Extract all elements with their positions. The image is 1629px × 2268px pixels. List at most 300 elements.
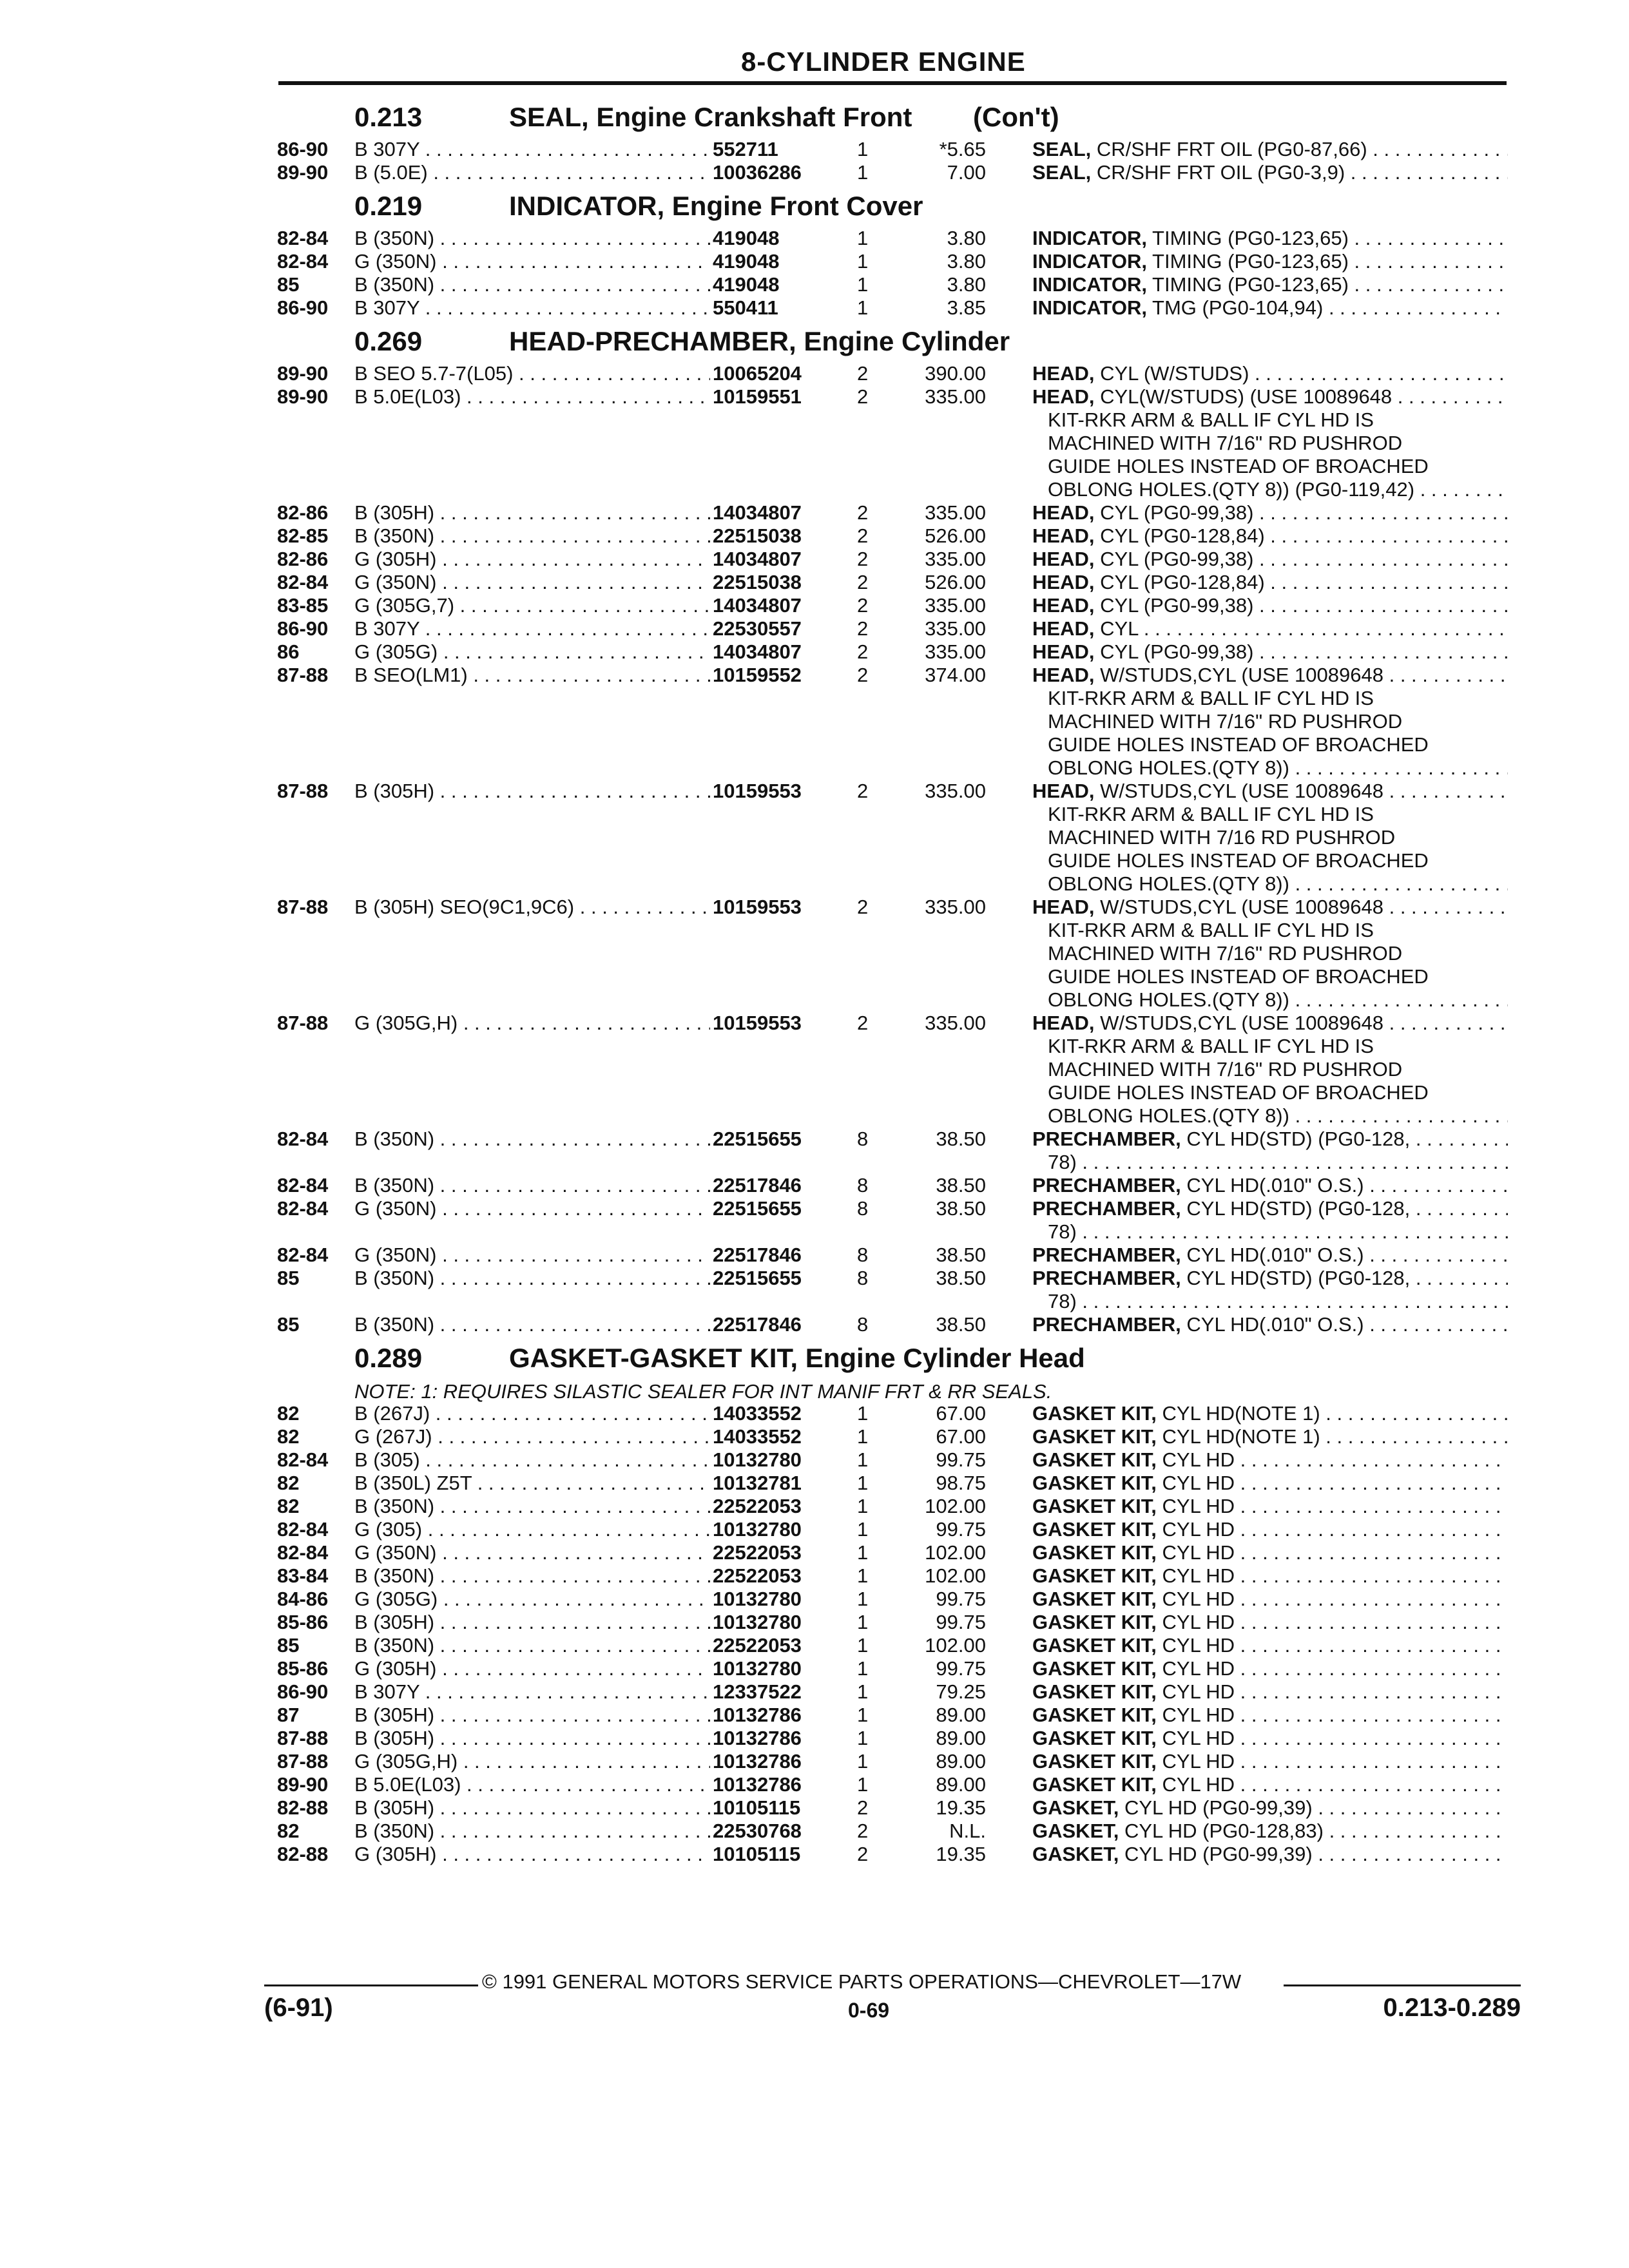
part-row xyxy=(277,1727,1508,1750)
application: B (305H) SEO(9C1,9C6) . . . xyxy=(354,896,710,919)
section-header xyxy=(277,95,1508,138)
model-years: 87-88 xyxy=(277,1727,329,1749)
price: 99.75 xyxy=(936,1657,986,1680)
quantity: 2 xyxy=(857,385,869,408)
application: G (350N) . . . xyxy=(354,571,710,594)
description-continuation xyxy=(277,988,1508,1012)
application: B (350N) . . . xyxy=(354,1313,710,1336)
continuation-text: KIT-RKR ARM & BALL IF CYL HD IS xyxy=(1048,1035,1374,1057)
description xyxy=(1032,1634,1508,1657)
model-years: 82-84 xyxy=(277,1128,329,1150)
description-continuation xyxy=(277,849,1508,872)
description-text: CYL (PG0-128,84) xyxy=(1094,524,1265,547)
quantity: 1 xyxy=(857,1727,869,1749)
continuation-text: GUIDE HOLES INSTEAD OF BROACHED xyxy=(1048,849,1429,872)
part-number: 552711 xyxy=(713,138,778,160)
model-years: 82-88 xyxy=(277,1843,329,1865)
quantity: 1 xyxy=(857,1425,869,1448)
part-number: 419048 xyxy=(713,273,780,296)
description xyxy=(1032,896,1508,919)
description xyxy=(1032,664,1508,687)
description-keyword: GASKET KIT, xyxy=(1032,1657,1157,1680)
description-text: CYL HD xyxy=(1156,1773,1235,1796)
price: 335.00 xyxy=(925,640,986,663)
part-row xyxy=(277,1174,1508,1197)
model-years: 82 xyxy=(277,1820,300,1842)
quantity: 2 xyxy=(857,1843,869,1865)
application: B (305H) . . . xyxy=(354,1796,710,1820)
part-number: 22517846 xyxy=(713,1244,802,1266)
description-keyword: INDICATOR, xyxy=(1032,250,1147,273)
description-keyword: GASKET KIT, xyxy=(1032,1634,1157,1657)
continuation-text: 78) . . . xyxy=(1048,1220,1508,1244)
section-title: GASKET-GASKET KIT, Engine Cylinder Head xyxy=(509,1343,1085,1373)
price: 526.00 xyxy=(925,524,986,547)
continuation-text: 78) . . . xyxy=(1048,1151,1508,1174)
price: 335.00 xyxy=(925,385,986,408)
description-continuation xyxy=(277,1290,1508,1313)
continuation-text: OBLONG HOLES.(QTY 8)) . . . xyxy=(1048,756,1508,780)
description-text: CYL HD xyxy=(1156,1611,1235,1633)
model-years: 82-84 xyxy=(277,1197,329,1220)
application: G (267J) . . . xyxy=(354,1425,710,1448)
application: B (350N) . . . xyxy=(354,1174,710,1197)
description-text: CYL HD xyxy=(1156,1448,1235,1471)
part-number: 22515655 xyxy=(713,1197,802,1220)
continuation-text: OBLONG HOLES.(QTY 8)) . . . xyxy=(1048,1104,1508,1128)
description-continuation xyxy=(277,756,1508,780)
description-continuation xyxy=(277,803,1508,826)
quantity: 2 xyxy=(857,594,869,617)
description xyxy=(1032,1012,1508,1035)
application: G (305G) . . . xyxy=(354,640,710,664)
part-row xyxy=(277,1564,1508,1588)
part-number: 22517846 xyxy=(713,1174,802,1196)
application: G (305H) . . . xyxy=(354,1657,710,1680)
part-row xyxy=(277,250,1508,273)
part-number: 10132786 xyxy=(713,1704,802,1726)
description-keyword: HEAD, xyxy=(1032,548,1095,570)
continuation-text: GUIDE HOLES INSTEAD OF BROACHED xyxy=(1048,733,1429,756)
part-number: 10132786 xyxy=(713,1773,802,1796)
description-text: CYL HD xyxy=(1156,1518,1235,1541)
description-keyword: GASKET KIT, xyxy=(1032,1773,1157,1796)
description-keyword: PRECHAMBER, xyxy=(1032,1267,1181,1289)
part-number: 10132780 xyxy=(713,1518,802,1541)
description-text: CYL HD xyxy=(1156,1680,1235,1703)
description-keyword: HEAD, xyxy=(1032,780,1095,802)
section-range: 0.213-0.289 xyxy=(1383,1994,1521,2022)
part-row xyxy=(277,1843,1508,1866)
description-keyword: GASKET KIT, xyxy=(1032,1472,1157,1494)
model-years: 86-90 xyxy=(277,138,329,160)
part-row xyxy=(277,1820,1508,1843)
part-number: 10159552 xyxy=(713,664,802,686)
footer-rule-right xyxy=(1284,1984,1521,1986)
description-continuation xyxy=(277,1035,1508,1058)
price: 89.00 xyxy=(936,1704,986,1726)
quantity: 2 xyxy=(857,896,869,918)
description xyxy=(1032,1267,1508,1290)
model-years: 82-84 xyxy=(277,1541,329,1564)
model-years: 89-90 xyxy=(277,385,329,408)
description-keyword: INDICATOR, xyxy=(1032,273,1147,296)
model-years: 85-86 xyxy=(277,1657,329,1680)
price: 38.50 xyxy=(936,1197,986,1220)
part-row xyxy=(277,1197,1508,1220)
quantity: 1 xyxy=(857,138,869,160)
part-row xyxy=(277,1704,1508,1727)
application: G (350N) . . . xyxy=(354,1244,710,1267)
quantity: 1 xyxy=(857,1773,869,1796)
price: 102.00 xyxy=(925,1495,986,1517)
description xyxy=(1032,1541,1508,1564)
description-keyword: PRECHAMBER, xyxy=(1032,1313,1181,1336)
continuation-text: GUIDE HOLES INSTEAD OF BROACHED xyxy=(1048,455,1429,477)
revision-date: (6-91) xyxy=(264,1994,333,2022)
description xyxy=(1032,1727,1508,1750)
description xyxy=(1032,1796,1508,1820)
application: B (350N) . . . xyxy=(354,1564,710,1588)
application: B (305H) . . . xyxy=(354,1704,710,1727)
part-number: 14034807 xyxy=(713,594,802,617)
application: B (350L) Z5T . . . xyxy=(354,1472,710,1495)
price: 89.00 xyxy=(936,1727,986,1749)
description-keyword: GASKET KIT, xyxy=(1032,1564,1157,1587)
application: B (350N) . . . xyxy=(354,1820,710,1843)
quantity: 1 xyxy=(857,1564,869,1587)
part-number: 14034807 xyxy=(713,640,802,663)
page-title: 8-CYLINDER ENGINE xyxy=(741,46,1026,77)
description xyxy=(1032,1704,1508,1727)
quantity: 1 xyxy=(857,161,869,184)
quantity: 1 xyxy=(857,1657,869,1680)
description-text: CYL HD (PG0-99,39) xyxy=(1119,1843,1313,1865)
section-number: 0.219 xyxy=(354,191,423,221)
part-row xyxy=(277,296,1508,320)
price: 3.80 xyxy=(947,250,986,273)
price: 335.00 xyxy=(925,780,986,802)
part-number: 22515038 xyxy=(713,524,802,547)
description xyxy=(1032,1313,1508,1336)
description-text: CYL HD xyxy=(1156,1588,1235,1610)
model-years: 85 xyxy=(277,1634,300,1657)
description-continuation xyxy=(277,1058,1508,1081)
part-number: 12337522 xyxy=(713,1680,802,1703)
description-text: CYL HD xyxy=(1156,1750,1235,1773)
description-text: CYL HD xyxy=(1156,1564,1235,1587)
description-keyword: GASKET, xyxy=(1032,1820,1119,1842)
model-years: 85 xyxy=(277,273,300,296)
quantity: 1 xyxy=(857,1680,869,1703)
model-years: 85-86 xyxy=(277,1611,329,1633)
model-years: 83-84 xyxy=(277,1564,329,1587)
description-keyword: HEAD, xyxy=(1032,617,1095,640)
part-number: 10159553 xyxy=(713,780,802,802)
model-years: 89-90 xyxy=(277,1773,329,1796)
description-continuation xyxy=(277,872,1508,896)
model-years: 89-90 xyxy=(277,161,329,184)
model-years: 87-88 xyxy=(277,780,329,802)
description-keyword: GASKET KIT, xyxy=(1032,1425,1157,1448)
price: 19.35 xyxy=(936,1796,986,1819)
part-row xyxy=(277,385,1508,408)
part-row xyxy=(277,617,1508,640)
description-text: CYL HD xyxy=(1156,1657,1235,1680)
description xyxy=(1032,1588,1508,1611)
description-text: TMG (PG0-104,94) xyxy=(1146,296,1324,319)
part-number: 22522053 xyxy=(713,1541,802,1564)
description-text: CYL (PG0-99,38) xyxy=(1094,501,1254,524)
copyright-line: © 1991 GENERAL MOTORS SERVICE PARTS OPERATIONS—CHEVROLET—17W xyxy=(482,1970,1242,1993)
model-years: 89-90 xyxy=(277,362,329,385)
description xyxy=(1032,1197,1508,1220)
description-text: W/STUDS,CYL (USE 10089648 xyxy=(1094,664,1383,686)
model-years: 82-86 xyxy=(277,501,329,524)
application: B (305H) . . . xyxy=(354,1727,710,1750)
description xyxy=(1032,1518,1508,1541)
parts-listing xyxy=(277,95,1508,1866)
model-years: 82-85 xyxy=(277,524,329,547)
part-number: 10132780 xyxy=(713,1657,802,1680)
price: 38.50 xyxy=(936,1313,986,1336)
application: B (305) . . . xyxy=(354,1448,710,1472)
description-text: W/STUDS,CYL (USE 10089648 xyxy=(1094,1012,1383,1034)
quantity: 1 xyxy=(857,1518,869,1541)
part-number: 10159553 xyxy=(713,896,802,918)
description xyxy=(1032,548,1508,571)
description-keyword: GASKET KIT, xyxy=(1032,1750,1157,1773)
part-number: 14033552 xyxy=(713,1402,802,1425)
description-continuation xyxy=(277,965,1508,988)
quantity: 2 xyxy=(857,617,869,640)
model-years: 86-90 xyxy=(277,296,329,319)
model-years: 82 xyxy=(277,1425,300,1448)
part-number: 10132786 xyxy=(713,1750,802,1773)
price: 390.00 xyxy=(925,362,986,385)
quantity: 1 xyxy=(857,1611,869,1633)
price: 102.00 xyxy=(925,1634,986,1657)
quantity: 2 xyxy=(857,571,869,593)
application: B (267J) . . . xyxy=(354,1402,710,1425)
price: 335.00 xyxy=(925,1012,986,1034)
description-text: CYL HD(NOTE 1) xyxy=(1156,1402,1320,1425)
part-row xyxy=(277,1495,1508,1518)
description-text: CYL HD(STD) (PG0-128, xyxy=(1181,1267,1411,1289)
description xyxy=(1032,138,1508,161)
continuation-text: OBLONG HOLES.(QTY 8)) . . . xyxy=(1048,872,1508,896)
part-row xyxy=(277,1541,1508,1564)
price: 79.25 xyxy=(936,1680,986,1703)
application: B (350N) . . . xyxy=(354,1634,710,1657)
model-years: 87-88 xyxy=(277,896,329,918)
model-years: 82-84 xyxy=(277,1448,329,1471)
quantity: 1 xyxy=(857,1541,869,1564)
price: 99.75 xyxy=(936,1588,986,1610)
model-years: 87-88 xyxy=(277,1012,329,1034)
application: G (305H) . . . xyxy=(354,1843,710,1866)
description-continuation xyxy=(277,687,1508,710)
part-row xyxy=(277,1657,1508,1680)
continuation-text: MACHINED WITH 7/16" RD PUSHROD xyxy=(1048,942,1403,965)
section-header xyxy=(277,184,1508,227)
price: 3.80 xyxy=(947,227,986,249)
price: 3.80 xyxy=(947,273,986,296)
model-years: 82-84 xyxy=(277,1174,329,1196)
part-row xyxy=(277,1588,1508,1611)
price: 526.00 xyxy=(925,571,986,593)
part-row xyxy=(277,1012,1508,1035)
part-row xyxy=(277,1518,1508,1541)
description-keyword: GASKET KIT, xyxy=(1032,1588,1157,1610)
description xyxy=(1032,1128,1508,1151)
description xyxy=(1032,524,1508,548)
quantity: 8 xyxy=(857,1174,869,1196)
application: B 307Y . . . xyxy=(354,1680,710,1704)
price: 19.35 xyxy=(936,1843,986,1865)
application: B 5.0E(L03) . . . xyxy=(354,385,710,408)
model-years: 82-86 xyxy=(277,548,329,570)
description xyxy=(1032,1448,1508,1472)
description-keyword: HEAD, xyxy=(1032,501,1095,524)
description-text: TIMING (PG0-123,65) xyxy=(1146,273,1349,296)
description-continuation xyxy=(277,942,1508,965)
description-text: CYL HD xyxy=(1156,1634,1235,1657)
model-years: 84-86 xyxy=(277,1588,329,1610)
part-row xyxy=(277,1634,1508,1657)
description xyxy=(1032,780,1508,803)
application: G (305H) . . . xyxy=(354,548,710,571)
part-row xyxy=(277,362,1508,385)
description xyxy=(1032,1472,1508,1495)
part-number: 10105115 xyxy=(713,1843,801,1865)
quantity: 2 xyxy=(857,548,869,570)
price: 89.00 xyxy=(936,1773,986,1796)
description xyxy=(1032,617,1508,640)
description-keyword: GASKET, xyxy=(1032,1796,1119,1819)
price: 67.00 xyxy=(936,1425,986,1448)
description xyxy=(1032,1244,1508,1267)
application: B (350N) . . . xyxy=(354,1128,710,1151)
application: G (305G) . . . xyxy=(354,1588,710,1611)
quantity: 8 xyxy=(857,1197,869,1220)
description-text: CYL HD xyxy=(1156,1472,1235,1494)
price: 38.50 xyxy=(936,1128,986,1150)
description-text: CYL xyxy=(1094,617,1139,640)
description-continuation xyxy=(277,408,1508,432)
description-text: W/STUDS,CYL (USE 10089648 xyxy=(1094,780,1383,802)
part-row xyxy=(277,273,1508,296)
part-number: 14034807 xyxy=(713,501,802,524)
part-number: 10065204 xyxy=(713,362,802,385)
description xyxy=(1032,1773,1508,1796)
description-text: TIMING (PG0-123,65) xyxy=(1146,227,1349,249)
section-title: SEAL, Engine Crankshaft Front xyxy=(509,102,912,132)
description-text: CYL HD(STD) (PG0-128, xyxy=(1181,1128,1411,1150)
description xyxy=(1032,296,1508,320)
application: B (305H) . . . xyxy=(354,1611,710,1634)
quantity: 8 xyxy=(857,1267,869,1289)
description-keyword: GASKET KIT, xyxy=(1032,1518,1157,1541)
section-number: 0.213 xyxy=(354,102,423,132)
model-years: 82 xyxy=(277,1495,300,1517)
section-number: 0.269 xyxy=(354,326,423,356)
description xyxy=(1032,362,1508,385)
section-header xyxy=(277,1336,1508,1379)
quantity: 8 xyxy=(857,1128,869,1150)
part-number: 22522053 xyxy=(713,1564,802,1587)
continuation-text: MACHINED WITH 7/16 RD PUSHROD xyxy=(1048,826,1396,849)
description-text: CR/SHF FRT OIL (PG0-3,9) xyxy=(1091,161,1345,184)
model-years: 86 xyxy=(277,640,300,663)
description-keyword: PRECHAMBER, xyxy=(1032,1174,1181,1196)
part-number: 14033552 xyxy=(713,1425,802,1448)
model-years: 82-84 xyxy=(277,227,329,249)
price: 99.75 xyxy=(936,1518,986,1541)
description-continuation xyxy=(277,710,1508,733)
description-text: CYL (PG0-99,38) xyxy=(1094,594,1254,617)
part-number: 10132780 xyxy=(713,1588,802,1610)
application: G (350N) . . . xyxy=(354,1541,710,1564)
application: G (305) . . . xyxy=(354,1518,710,1541)
price: 38.50 xyxy=(936,1174,986,1196)
section-note xyxy=(277,1379,1508,1402)
description-continuation xyxy=(277,455,1508,478)
application: G (305G,H) . . . xyxy=(354,1750,710,1773)
application: B SEO(LM1) . . . xyxy=(354,664,710,687)
note-text: NOTE: 1: REQUIRES SILASTIC SEALER FOR INT MANIF FRT & RR SEALS. xyxy=(354,1380,1052,1403)
header-rule xyxy=(278,81,1507,85)
page-number: 0-69 xyxy=(848,1999,890,2022)
description-continuation xyxy=(277,1220,1508,1244)
application: B 307Y . . . xyxy=(354,617,710,640)
continuation-text: MACHINED WITH 7/16" RD PUSHROD xyxy=(1048,1058,1403,1081)
quantity: 2 xyxy=(857,640,869,663)
part-number: 22515655 xyxy=(713,1267,802,1289)
quantity: 2 xyxy=(857,664,869,686)
description-continuation xyxy=(277,478,1508,501)
price: 98.75 xyxy=(936,1472,986,1494)
description-text: CYL HD xyxy=(1156,1495,1235,1517)
description-keyword: INDICATOR, xyxy=(1032,296,1147,319)
application: G (350N) . . . xyxy=(354,1197,710,1220)
description-text: CYL HD xyxy=(1156,1704,1235,1726)
description-keyword: SEAL, xyxy=(1032,138,1092,160)
part-row xyxy=(277,1796,1508,1820)
price: 3.85 xyxy=(947,296,986,319)
description-keyword: PRECHAMBER, xyxy=(1032,1128,1181,1150)
quantity: 1 xyxy=(857,273,869,296)
quantity: 2 xyxy=(857,362,869,385)
quantity: 1 xyxy=(857,227,869,249)
continuation-text: MACHINED WITH 7/16" RD PUSHROD xyxy=(1048,432,1403,454)
description-keyword: HEAD, xyxy=(1032,664,1095,686)
description-keyword: HEAD, xyxy=(1032,594,1095,617)
price: 335.00 xyxy=(925,617,986,640)
part-row xyxy=(277,1313,1508,1336)
description-continuation xyxy=(277,1151,1508,1174)
part-number: 10132780 xyxy=(713,1448,802,1471)
price: 67.00 xyxy=(936,1402,986,1425)
description-text: CYL (PG0-128,84) xyxy=(1094,571,1265,593)
description-keyword: HEAD, xyxy=(1032,524,1095,547)
application: B (350N) . . . xyxy=(354,1267,710,1290)
description-continuation xyxy=(277,733,1508,756)
description-keyword: HEAD, xyxy=(1032,640,1095,663)
part-row xyxy=(277,501,1508,524)
part-row xyxy=(277,664,1508,687)
description xyxy=(1032,250,1508,273)
